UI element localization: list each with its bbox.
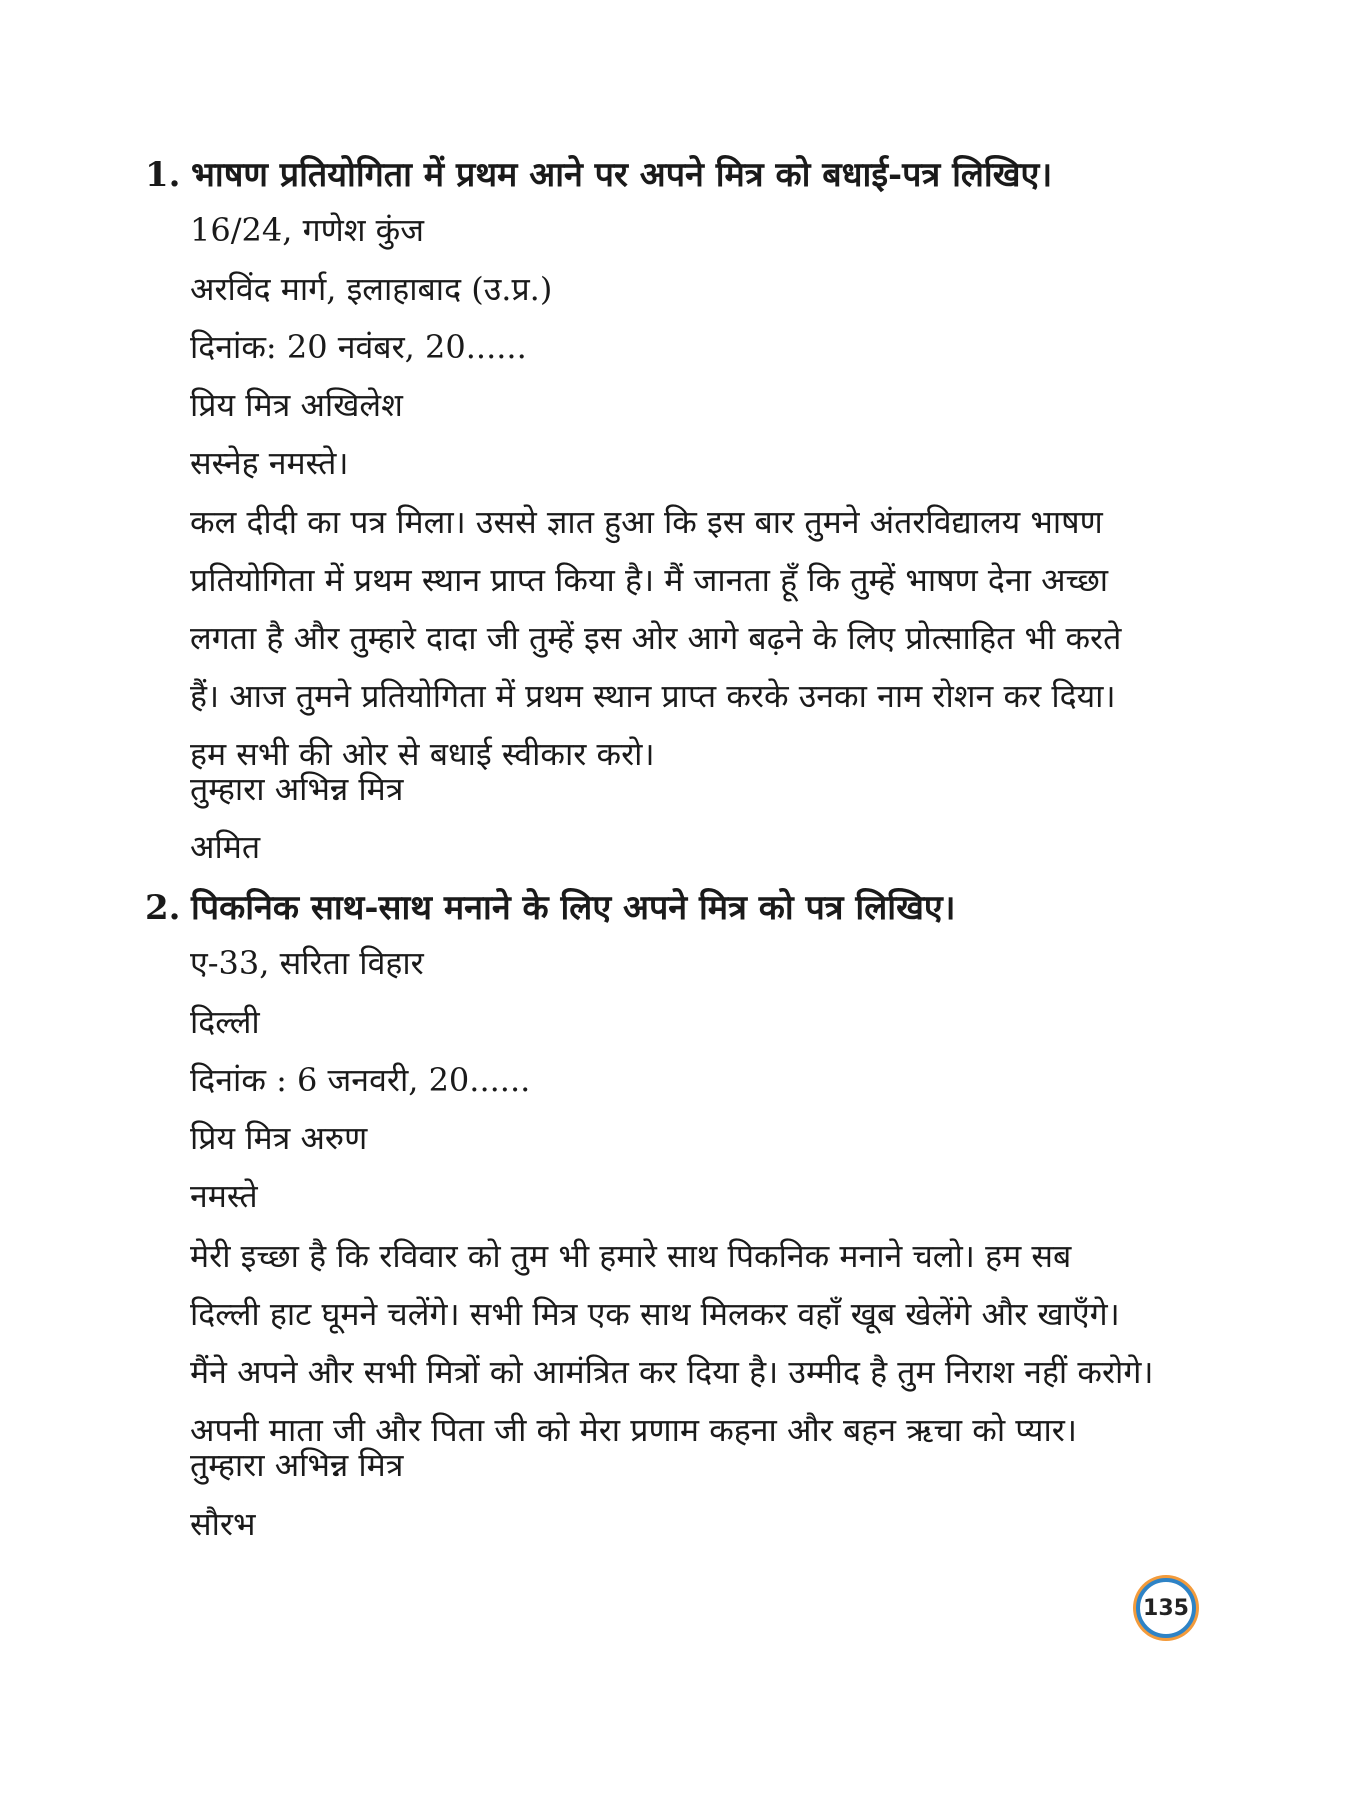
letter-2-body-line: मैंने अपने और सभी मित्रों को आमंत्रित कर दिया है। उम्मीद है तुम निराश नहीं करोगे। [190, 1353, 1154, 1391]
letter-2-body-line: अपनी माता जी और पिता जी को मेरा प्रणाम कहना और बहन ऋचा को प्यार। [190, 1411, 1077, 1449]
question-2-heading [145, 886, 956, 930]
question-1-heading [145, 153, 1052, 197]
letter-1-salutation: प्रिय मित्र अखिलेश [190, 386, 403, 424]
letter-1-body [190, 493, 1180, 783]
letter-2-address-line-1: ए-33, सरिता विहार [190, 944, 424, 982]
question-2-number: 2. [145, 888, 181, 928]
letter-2-closing: तुम्हारा अभिन्न मित्र [190, 1446, 404, 1484]
letter-2-date: दिनांक : 6 जनवरी, 20...... [190, 1061, 531, 1099]
letter-1-body-line: हम सभी की ओर से बधाई स्वीकार करो। [190, 735, 655, 773]
question-2-prompt: पिकनिक साथ-साथ मनाने के लिए अपने मित्र को पत्र लिखिए। [191, 888, 956, 928]
letter-1-signature: अमित [190, 828, 261, 866]
letter-2-body-line: मेरी इच्छा है कि रविवार को तुम भी हमारे साथ पिकनिक मनाने चलो। हम सब [190, 1237, 1072, 1275]
letter-1-body-line: हैं। आज तुमने प्रतियोगिता में प्रथम स्थान प्राप्त करके उनका नाम रोशन कर दिया। [190, 677, 1116, 715]
question-1-number: 1. [145, 155, 181, 195]
page-number-badge [1136, 1578, 1196, 1638]
letter-1-date: दिनांक: 20 नवंबर, 20...... [190, 328, 527, 366]
letter-1-body-line: प्रतियोगिता में प्रथम स्थान प्राप्त किया है। मैं जानता हूँ कि तुम्हें भाषण देना अच्छा [190, 561, 1109, 599]
question-1-prompt: भाषण प्रतियोगिता में प्रथम आने पर अपने मित्र को बधाई-पत्र लिखिए। [191, 155, 1053, 195]
letter-1-greeting: सस्नेह नमस्ते। [190, 444, 349, 482]
page-number: 135 [1143, 1595, 1189, 1621]
letter-2-address-line-2: दिल्ली [190, 1003, 260, 1041]
letter-1-closing: तुम्हारा अभिन्न मित्र [190, 770, 404, 808]
letter-2-body-line: दिल्ली हाट घूमने चलेंगे। सभी मित्र एक साथ मिलकर वहाँ खूब खेलेंगे और खाएँगे। [190, 1295, 1120, 1333]
letter-1-body-line: लगता है और तुम्हारे दादा जी तुम्हें इस ओर आगे बढ़ने के लिए प्रोत्साहित भी करते [190, 619, 1122, 657]
letter-1-body-line: कल दीदी का पत्र मिला। उससे ज्ञात हुआ कि इस बार तुमने अंतरविद्यालय भाषण [190, 503, 1103, 541]
letter-1-address-line-1: 16/24, गणेश कुंज [190, 211, 424, 249]
letter-1-address-line-2: अरविंद मार्ग, इलाहाबाद (उ.प्र.) [190, 270, 553, 308]
letter-2-greeting: नमस्ते [190, 1177, 258, 1215]
letter-2-signature: सौरभ [190, 1505, 256, 1543]
letter-2-salutation: प्रिय मित्र अरुण [190, 1119, 368, 1157]
letter-2-body [190, 1227, 1180, 1459]
